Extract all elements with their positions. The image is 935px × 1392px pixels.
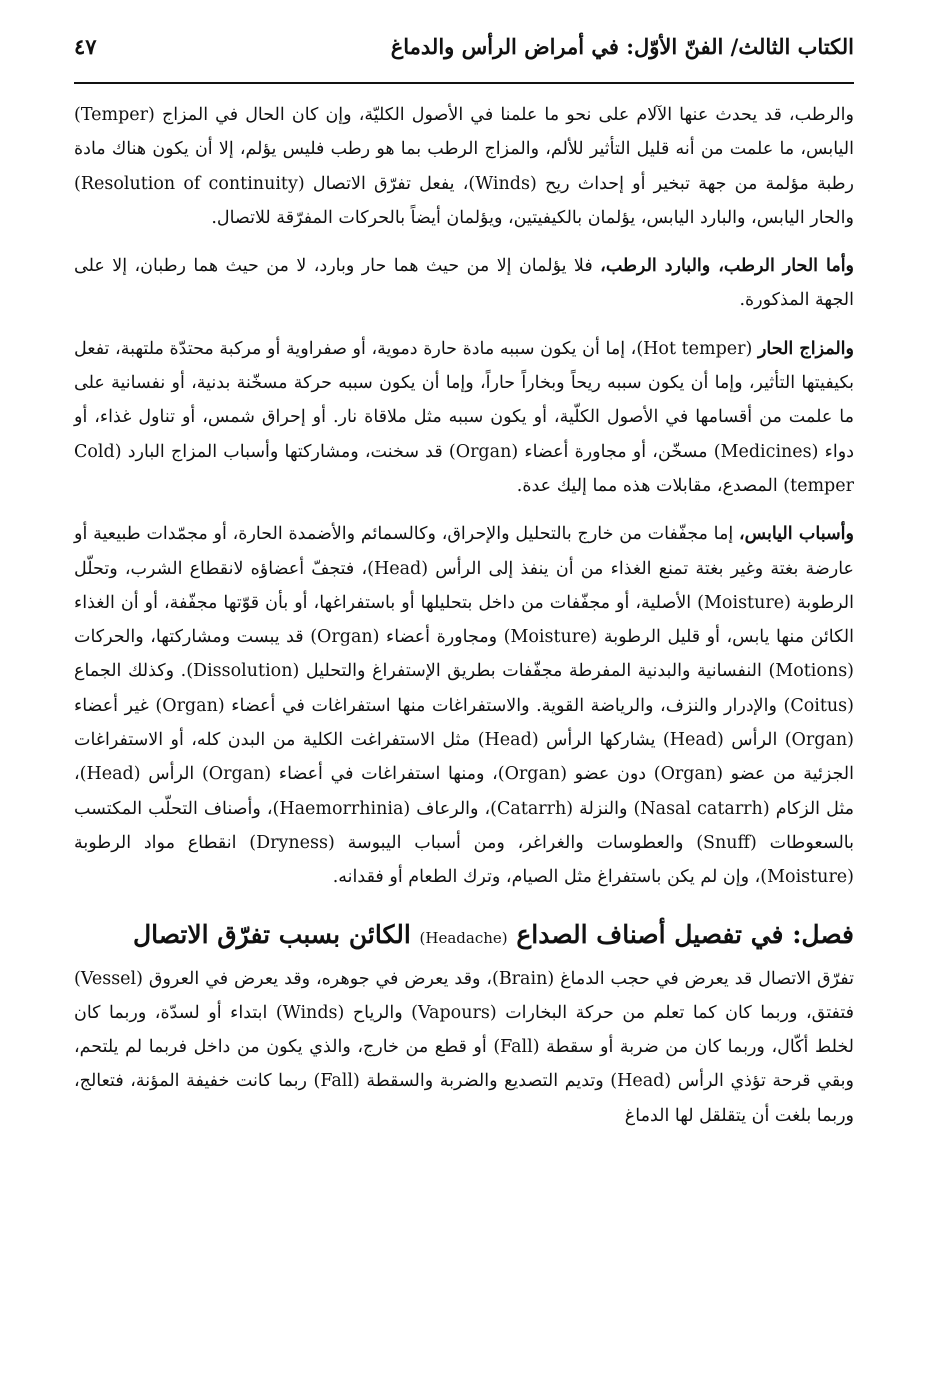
section-paragraph [74,962,854,1133]
header-title: الكتاب الثالث/ الفنّ الأوّل: في أمراض الرأس والدماغ [390,34,854,59]
paragraph-2-lead: وأما الحار الرطب، والبارد الرطب، [600,256,855,277]
paragraph-1-text: والرطب، قد يحدث عنها الآلام على نحو ما علمنا في الأصول الكليّة، وإن كان الحال في المزاج (Temper) اليابس، ما علمت من أنه قليل التأثير للألم، والمزاج الرطب بما هو رطب فليس يؤلم، إلا أن يكون هناك مادة رطبة مؤلمة من جهة تبخير أو إحداث ريح (Winds)، يفعل تفرّق الاتصال (Resolution of continuity) والحار اليابس، والبارد اليابس، يؤلمان بالكيفيتين، ويؤلمان أيضاً بالحركات المفرّقة للاتصال. [74,105,854,228]
paragraph-4-text: إما مجفّفات من خارج بالتحليل والإحراق، وكالسمائم والأضمدة الحارة، أو مجمّدات طبيعية أو عارضة بغتة وغير بغتة تمنع الغذاء من أن ينفذ إلى الرأس (Head)، فتجفّ أعضاؤه لانقطاع الشرب، وتحلّل الرطوبة (Moisture) الأصلية، أو مجفّفات من داخل بتحليلها أو باستفراغها، أو بأن قوّتها مجفّفة، أو أن الغذاء الكائن منها يابس، أو قليل الرطوبة (Moisture) ومجاورة أعضاء (Organ) قد يبست ومشاركتها، والحركات (Motions) النفسانية والبدنية المفرطة مجفّفات بطريق الإستفراغ والتحليل (Dissolution). وكذلك الجماع (Coitus) والإدرار والنزف، والرياضة القوية. والاستفراغات منها استفراغات في أعضاء (Organ) غير أعضاء (Organ) الرأس (Head) يشاركها الرأس (Head) مثل الاستفراغت الكلية من البدن كله، أو الاستفراغات الجزئية من عضو (Organ) دون عضو (Organ)، ومنها استفراغات في أعضاء (Organ) الرأس (Head)، مثل الزكام (Nasal catarrh) والنزلة (Catarrh)، والرعاف (Haemorrhinia)، وأصناف التحلّب المكتسب بالسعوطات (Snuff) والعطوسات والغراغر، ومن أسباب اليبوسة (Dryness) انقطاع مواد الرطوبة (Moisture)، وإن لم يكن باستفراغ مثل الصيام، وترك الطعام أو فقدانه. [74,524,854,888]
paragraph-4-lead: وأسباب اليابس، [738,524,854,545]
body-text [74,98,854,1133]
section-heading-end: الكائن بسبب تفرّق الاتصال [132,919,411,949]
running-header [74,34,854,84]
paragraph-2-text: فلا يؤلمان إلا من حيث هما حار وبارد، لا من حيث هما رطبان، إلا على الجهة المذكورة. [74,256,854,311]
section-heading-start: فصل: في تفصيل أصناف الصداع [516,919,854,949]
paragraph-3-text: (Hot temper)، إما أن يكون سببه مادة حارة دموية، أو صفراوية أو مركبة محتدّة ملتهبة، تفعل بكيفيتها التأثير، وإما أن يكون سببه ريحاً وبخاراً حاراً، وإما أن يكون سببه حركة مسخّنة بدنية، أو نفسانية على ما علمت من أقسامها في الأصول الكلّية، أو يكون سببه مثل ملاقاة نار. أو إحراق شمس، أو تناول غذاء، أو دواء (Medicines) مسخّن، أو مجاورة أعضاء (Organ) قد سخنت، ومشاركتها وأسباب المزاج البارد (Cold temper) المصدع، مقابلات هذه مما إليك عدة. [74,338,854,496]
paragraph-3-lead: والمزاج الحار [757,338,854,359]
section-heading-latin: (Headache) [419,928,508,947]
section-heading [74,915,854,958]
paragraph-2 [74,249,854,318]
document-page [74,34,854,1147]
page-number: ٤٧ [74,34,97,59]
paragraph-4 [74,517,854,894]
paragraph-1 [74,98,854,235]
section-paragraph-text: تفرّق الاتصال قد يعرض في حجب الدماغ (Brain)، وقد يعرض في جوهره، وقد يعرض في العروق (Vessel) فتفتق، وربما كان كما تعلم من حركة البخارات (Vapours) والرياح (Winds) ابتداء أو لسدّة، وربما كان لخلط أكّال، وربما كان من ضربة أو سقطة (Fall) أو قطع من خارج، والذي يكون من داخل فربما لم يلتحم، وبقي قرحة تؤذي الرأس (Head) وتديم التصديع والضربة والسقطة (Fall) ربما كانت خفيفة المؤنة، فتعالج، وربما بلغت أن يتقلقل لها الدماغ [74,968,854,1126]
paragraph-3 [74,332,854,503]
